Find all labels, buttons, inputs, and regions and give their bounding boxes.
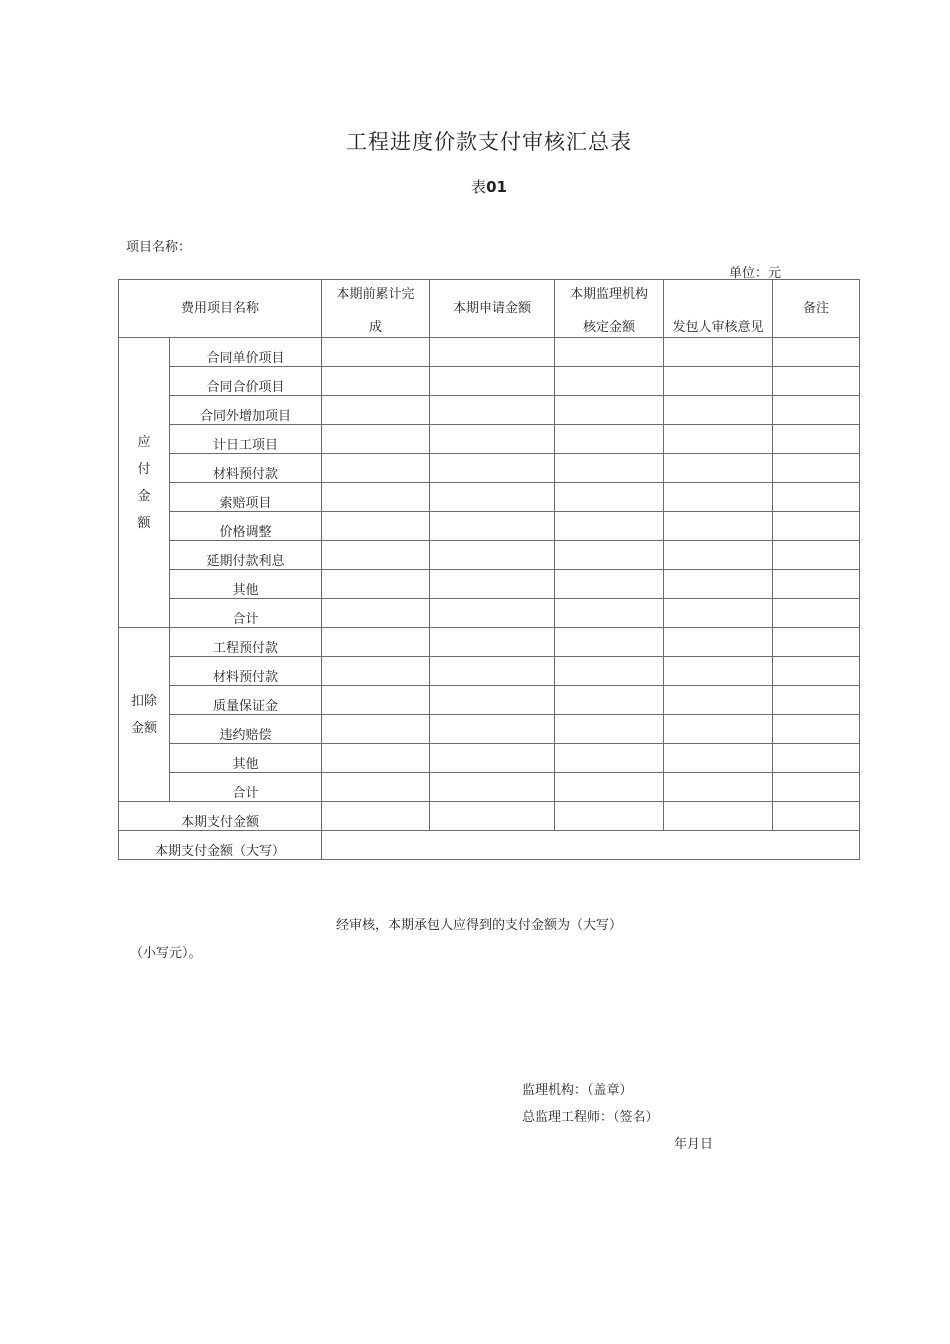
cell[interactable] xyxy=(773,628,860,657)
table-row xyxy=(119,715,860,744)
cell[interactable] xyxy=(773,483,860,512)
cell[interactable] xyxy=(773,657,860,686)
payable-total: 合计 xyxy=(170,599,322,628)
cell[interactable] xyxy=(555,802,664,831)
table-number-prefix: 表 xyxy=(471,178,487,196)
payable-item: 合同单价项目 xyxy=(170,338,322,367)
table-row xyxy=(119,686,860,715)
payable-item: 延期付款利息 xyxy=(170,541,322,570)
deduction-label-line2: 金额 xyxy=(130,720,157,736)
cell[interactable] xyxy=(430,744,555,773)
cell[interactable] xyxy=(322,483,430,512)
table-number xyxy=(0,176,950,197)
cell[interactable] xyxy=(322,628,430,657)
payable-group-label xyxy=(119,338,170,628)
cell[interactable] xyxy=(555,425,664,454)
cell[interactable] xyxy=(430,483,555,512)
cell[interactable] xyxy=(430,570,555,599)
header-supervisor-approved xyxy=(555,280,664,338)
cell[interactable] xyxy=(322,425,430,454)
header-supervisor-line2: 核定金额 xyxy=(583,319,636,335)
cell[interactable] xyxy=(773,396,860,425)
cell[interactable] xyxy=(773,744,860,773)
table-number-value: 01 xyxy=(486,178,507,196)
current-payment-words-cell[interactable] xyxy=(322,831,860,860)
deduction-item: 质量保证金 xyxy=(170,686,322,715)
cell[interactable] xyxy=(430,454,555,483)
review-conclusion: 经审核，本期承包人应得到的支付金额为（大写） xyxy=(336,918,623,933)
cell[interactable] xyxy=(664,425,773,454)
cell[interactable] xyxy=(664,367,773,396)
cell[interactable] xyxy=(322,802,430,831)
cell[interactable] xyxy=(555,628,664,657)
cell[interactable] xyxy=(664,686,773,715)
payable-char: 额 xyxy=(137,515,151,531)
cell[interactable] xyxy=(322,541,430,570)
header-supervisor-line1: 本期监理机构 xyxy=(570,286,649,302)
deduction-item: 材料预付款 xyxy=(170,657,322,686)
table-row xyxy=(119,512,860,541)
cell[interactable] xyxy=(322,454,430,483)
cell[interactable] xyxy=(664,541,773,570)
cell[interactable] xyxy=(430,512,555,541)
cell[interactable] xyxy=(322,686,430,715)
cell[interactable] xyxy=(430,802,555,831)
current-payment-words-label: 本期支付金额（大写） xyxy=(119,831,322,860)
header-prev-cumulative-line2: 成 xyxy=(369,319,383,335)
cell[interactable] xyxy=(430,628,555,657)
table-row xyxy=(119,483,860,512)
cell[interactable] xyxy=(773,425,860,454)
cell[interactable] xyxy=(773,802,860,831)
cell[interactable] xyxy=(555,454,664,483)
cell[interactable] xyxy=(430,396,555,425)
table-row xyxy=(119,396,860,425)
deduction-total: 合计 xyxy=(170,773,322,802)
payment-summary-table xyxy=(118,279,860,860)
cell[interactable] xyxy=(664,744,773,773)
payable-item: 计日工项目 xyxy=(170,425,322,454)
cell[interactable] xyxy=(322,396,430,425)
cell[interactable] xyxy=(430,338,555,367)
table-row xyxy=(119,338,860,367)
table-row xyxy=(119,628,860,657)
cell[interactable] xyxy=(664,570,773,599)
cell[interactable] xyxy=(664,715,773,744)
deduction-item: 工程预付款 xyxy=(170,628,322,657)
cell[interactable] xyxy=(773,541,860,570)
cell[interactable] xyxy=(322,773,430,802)
table-row xyxy=(119,425,860,454)
cell[interactable] xyxy=(430,425,555,454)
cell[interactable] xyxy=(664,338,773,367)
header-item-name: 费用项目名称 xyxy=(119,280,322,338)
cell[interactable] xyxy=(773,686,860,715)
cell[interactable] xyxy=(555,657,664,686)
cell[interactable] xyxy=(430,541,555,570)
cell[interactable] xyxy=(430,715,555,744)
table-row xyxy=(119,773,860,802)
deduction-group-label xyxy=(119,628,170,802)
cell[interactable] xyxy=(555,773,664,802)
cell[interactable] xyxy=(773,599,860,628)
cell[interactable] xyxy=(664,396,773,425)
cell[interactable] xyxy=(555,541,664,570)
cell[interactable] xyxy=(773,338,860,367)
header-prev-cumulative xyxy=(322,280,430,338)
header-remarks: 备注 xyxy=(773,280,860,338)
supervisor-signature: 监理机构：（盖章） xyxy=(522,1083,633,1098)
payable-item: 合同外增加项目 xyxy=(170,396,322,425)
header-row xyxy=(119,280,860,338)
cell[interactable] xyxy=(555,744,664,773)
cell[interactable] xyxy=(555,686,664,715)
cell[interactable] xyxy=(322,512,430,541)
cell[interactable] xyxy=(555,367,664,396)
deduction-item: 其他 xyxy=(170,744,322,773)
cell[interactable] xyxy=(322,367,430,396)
payable-item: 索赔项目 xyxy=(170,483,322,512)
cell[interactable] xyxy=(773,715,860,744)
deduction-item: 违约赔偿 xyxy=(170,715,322,744)
cell[interactable] xyxy=(773,773,860,802)
cell[interactable] xyxy=(555,338,664,367)
cell[interactable] xyxy=(322,657,430,686)
table-row xyxy=(119,541,860,570)
cell[interactable] xyxy=(430,686,555,715)
payable-item: 合同合价项目 xyxy=(170,367,322,396)
cell[interactable] xyxy=(664,802,773,831)
cell[interactable] xyxy=(430,773,555,802)
cell[interactable] xyxy=(430,367,555,396)
current-payment-label: 本期支付金额 xyxy=(119,802,322,831)
cell[interactable] xyxy=(555,512,664,541)
cell[interactable] xyxy=(555,715,664,744)
small-amount: （小写元）。 xyxy=(130,946,202,961)
payable-char: 付 xyxy=(137,461,151,477)
cell[interactable] xyxy=(773,570,860,599)
cell[interactable] xyxy=(555,396,664,425)
table-row xyxy=(119,367,860,396)
payable-item: 材料预付款 xyxy=(170,454,322,483)
header-current-request: 本期申请金额 xyxy=(430,280,555,338)
chief-engineer-signature: 总监理工程师：（签名） xyxy=(522,1110,659,1125)
table-row xyxy=(119,570,860,599)
cell[interactable] xyxy=(430,657,555,686)
header-prev-cumulative-line1: 本期前累计完 xyxy=(336,286,415,302)
cell[interactable] xyxy=(322,715,430,744)
table-row xyxy=(119,454,860,483)
project-name-label: 项目名称： xyxy=(126,240,192,255)
cell[interactable] xyxy=(555,599,664,628)
cell[interactable] xyxy=(664,657,773,686)
header-employer-opinion: 发包人审核意见 xyxy=(664,280,773,338)
cell[interactable] xyxy=(664,628,773,657)
cell[interactable] xyxy=(773,454,860,483)
table-row xyxy=(119,657,860,686)
deduction-label-line1: 扣除 xyxy=(130,693,157,709)
payable-char: 应 xyxy=(137,434,151,450)
cell[interactable] xyxy=(773,512,860,541)
cell[interactable] xyxy=(430,599,555,628)
unit-label: 单位：元 xyxy=(729,266,782,281)
cell[interactable] xyxy=(322,570,430,599)
payable-char: 金 xyxy=(137,488,151,504)
cell[interactable] xyxy=(664,483,773,512)
payable-item: 价格调整 xyxy=(170,512,322,541)
table-row xyxy=(119,599,860,628)
cell[interactable] xyxy=(773,367,860,396)
date-line: 年月日 xyxy=(674,1137,714,1152)
cell[interactable] xyxy=(322,338,430,367)
cell[interactable] xyxy=(322,744,430,773)
table-row xyxy=(119,744,860,773)
cell[interactable] xyxy=(664,773,773,802)
current-payment-row xyxy=(119,802,860,831)
cell[interactable] xyxy=(664,599,773,628)
cell[interactable] xyxy=(664,454,773,483)
page-title: 工程进度价款支付审核汇总表 xyxy=(346,130,632,154)
cell[interactable] xyxy=(555,483,664,512)
payable-item: 其他 xyxy=(170,570,322,599)
current-payment-words-row xyxy=(119,831,860,860)
cell[interactable] xyxy=(664,512,773,541)
cell[interactable] xyxy=(555,570,664,599)
cell[interactable] xyxy=(322,599,430,628)
